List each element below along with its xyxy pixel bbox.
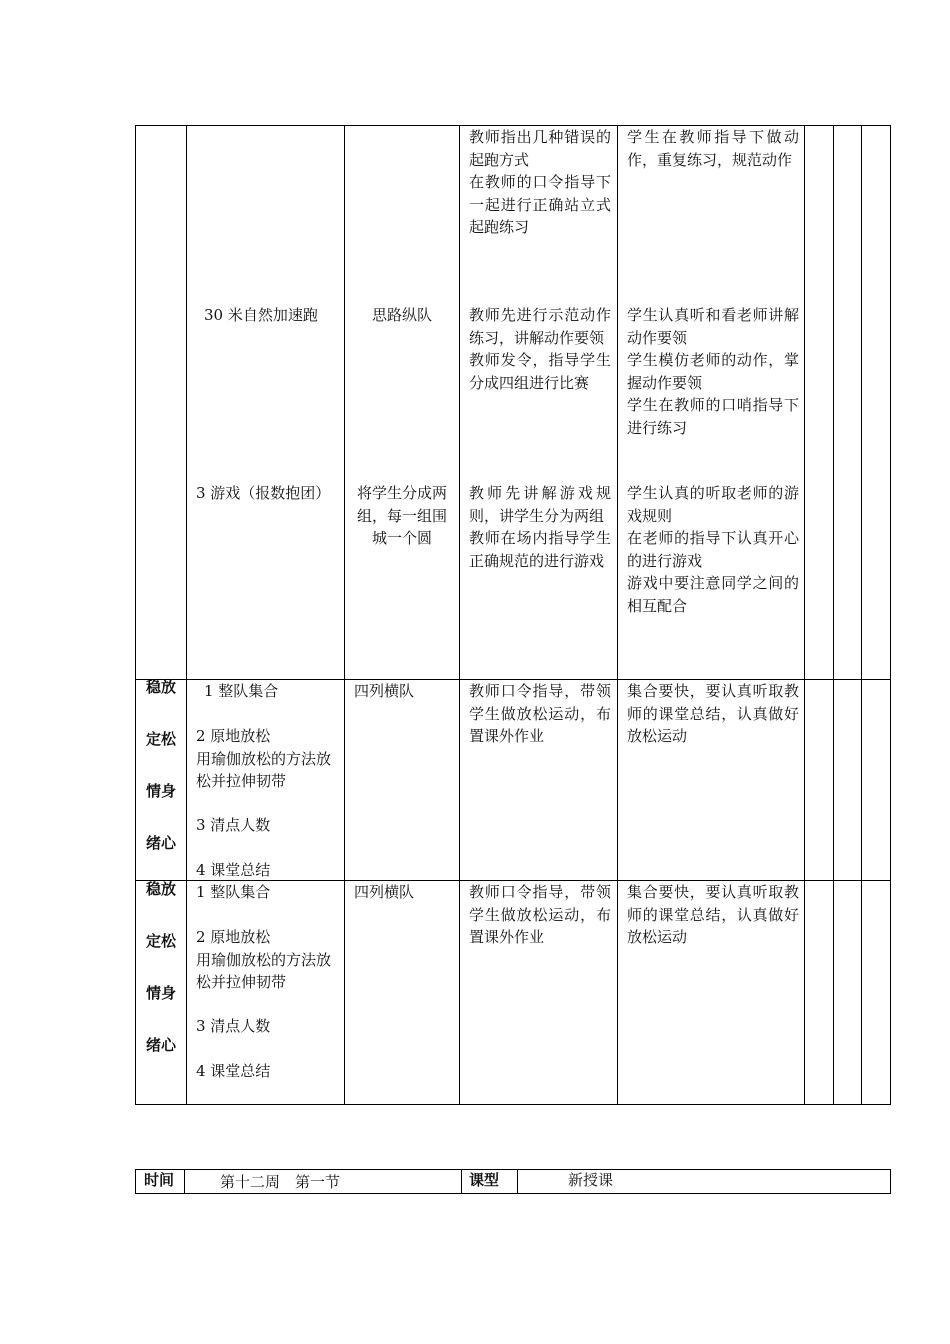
content-cell: 3 游戏（报数抱团） — [196, 484, 331, 502]
teacher-activity-cell: 教师口令指导，带领学生做放松运动，布置课外作业 — [469, 883, 611, 946]
formation-cell: 四列横队 — [354, 883, 415, 901]
lesson-type-value: 新授课 — [568, 1171, 614, 1189]
time-value: 第十二周 第一节 — [220, 1173, 341, 1191]
stage-label-line: 稳放 — [145, 678, 176, 696]
content-cell-item: 1 整队集合 — [196, 883, 271, 901]
stage-label-line: 情身 — [145, 782, 176, 800]
teacher-activity-cell: 教师先进行示范动作练习，讲解动作要领 教师发令，指导学生分成四组进行比赛 — [469, 306, 611, 392]
formation-cell: 四列横队 — [354, 682, 415, 700]
stage-label-line: 绪心 — [145, 1036, 176, 1054]
table-column-divider — [461, 1169, 462, 1194]
content-cell-item: 4 课堂总结 — [196, 861, 271, 879]
content-cell-item: 2 原地放松 用瑜伽放松的方法放松并拉伸韧带 — [196, 928, 332, 991]
content-cell: 30 米自然加速跑 — [204, 306, 318, 324]
stage-label — [137, 879, 185, 1087]
content-cell-item: 1 整队集合 — [204, 682, 279, 700]
stage-label — [137, 677, 185, 885]
student-activity-cell: 学生认真听和看老师讲解动作要领 学生模仿老师的动作，掌握动作要领 学生在教师的口哨指导下进行练习 — [627, 306, 799, 437]
table-column-divider — [804, 125, 805, 1105]
lesson-type-label: 课型 — [469, 1171, 500, 1189]
table-column-divider — [861, 125, 862, 1105]
student-activity-cell: 学生在教师指导下做动作，重复练习，规范动作 — [627, 128, 799, 169]
table-column-divider — [833, 125, 834, 1105]
teacher-activity-cell: 教师先讲解游戏规则，讲学生分为两组 教师在场内指导学生正确规范的进行游戏 — [469, 484, 611, 570]
table-column-divider — [186, 125, 187, 1105]
formation-cell: 思路纵队 — [371, 306, 432, 324]
content-cell-item: 2 原地放松 用瑜伽放松的方法放松并拉伸韧带 — [196, 727, 332, 790]
table-column-divider — [617, 125, 618, 1105]
content-cell-item: 4 课堂总结 — [196, 1062, 271, 1080]
student-activity-cell: 集合要快，要认真听取教师的课堂总结，认真做好放松运动 — [627, 682, 799, 745]
student-activity-cell: 集合要快，要认真听取教师的课堂总结，认真做好放松运动 — [627, 883, 799, 946]
teacher-activity-cell: 教师口令指导，带领学生做放松运动，布置课外作业 — [469, 682, 611, 745]
content-cell-item: 3 清点人数 — [196, 816, 271, 834]
stage-label-line: 定松 — [145, 730, 176, 748]
stage-label-line: 稳放 — [145, 880, 176, 898]
table-column-divider — [459, 125, 460, 1105]
table-column-divider — [184, 1169, 185, 1194]
stage-label-line: 定松 — [145, 932, 176, 950]
table-column-divider — [517, 1169, 518, 1194]
student-activity-cell: 学生认真的听取老师的游戏规则 在老师的指导下认真开心的进行游戏 游戏中要注意同学之间的相互配合 — [627, 484, 799, 615]
formation-cell: 将学生分成两组，每一组围城一个圆 — [356, 484, 447, 547]
stage-label-line: 绪心 — [145, 834, 176, 852]
table-column-divider — [344, 125, 345, 1105]
content-cell-item: 3 清点人数 — [196, 1017, 271, 1035]
time-label: 时间 — [144, 1171, 175, 1189]
stage-label-line: 情身 — [145, 984, 176, 1002]
teacher-activity-cell: 教师指出几种错误的起跑方式 在教师的口令指导下一起进行正确站立式起跑练习 — [469, 128, 611, 236]
